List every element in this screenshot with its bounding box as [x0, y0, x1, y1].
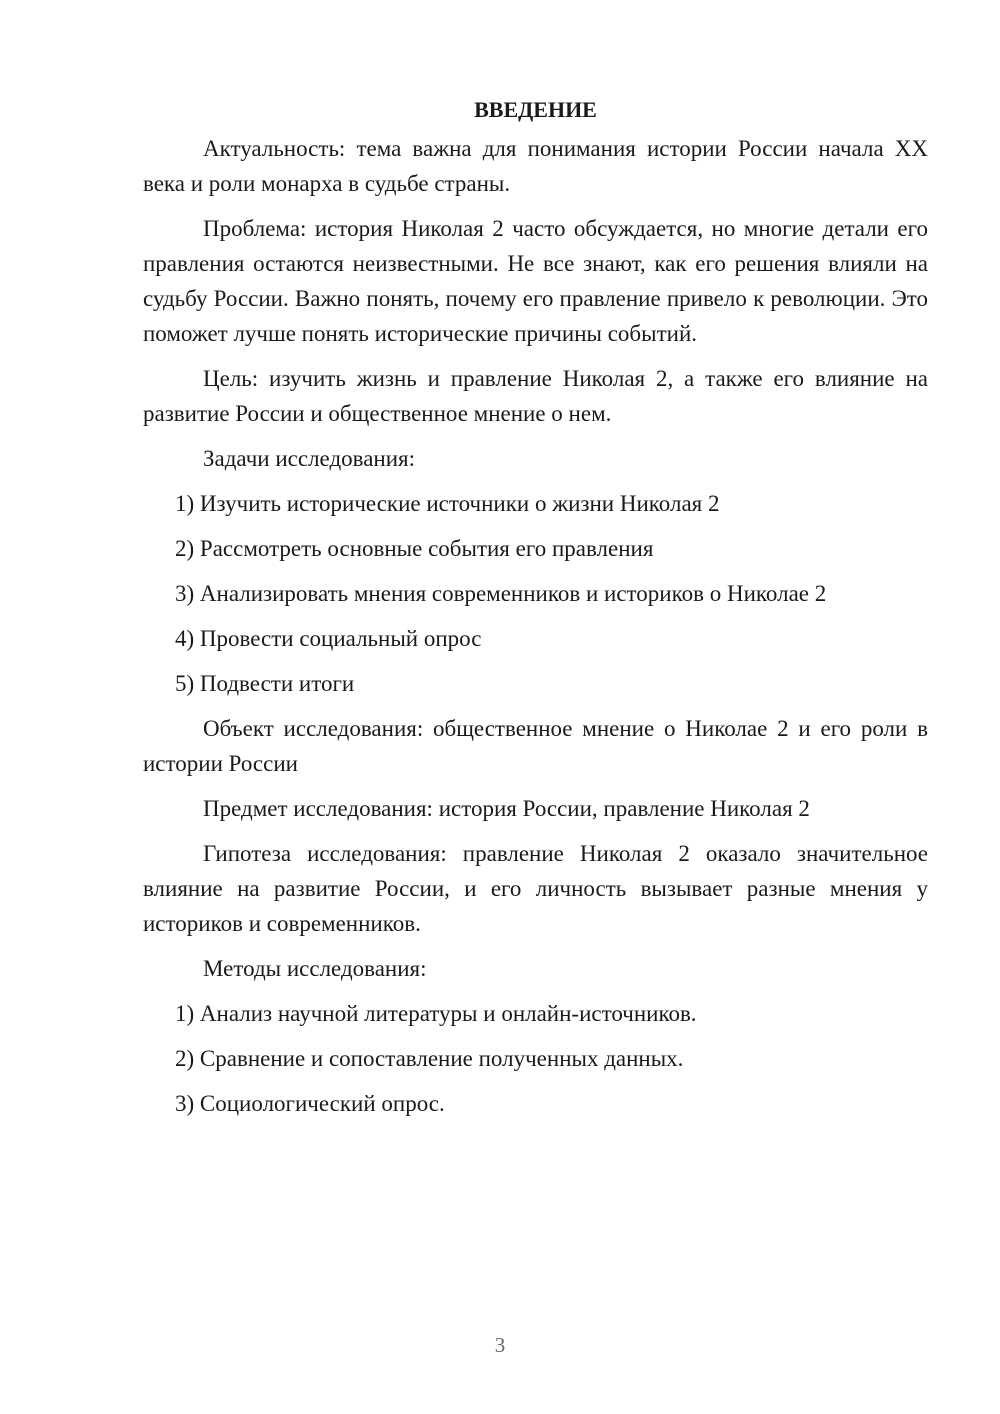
tasks-heading: Задачи исследования: — [203, 446, 416, 471]
document-body — [143, 92, 928, 1131]
methods-heading: Методы исследования: — [203, 956, 427, 981]
list-item: 1) Изучить исторические источники о жизни Николая 2 — [175, 491, 720, 516]
goal-paragraph: Цель: изучить жизнь и правление Николая 2, а также его влияние на развитие России и общественное мнение о нем. — [143, 366, 928, 426]
hypothesis-paragraph: Гипотеза исследования: правление Николая 2 оказало значительное влияние на развитие России, и его личность вызывает разные мнения у историков и современников. — [143, 841, 928, 936]
methods-list — [143, 996, 928, 1121]
list-item: 3) Анализировать мнения современников и историков о Николае 2 — [175, 581, 827, 606]
page-title: ВВЕДЕНИЕ — [474, 97, 597, 122]
tasks-list — [143, 486, 928, 701]
list-item: 1) Анализ научной литературы и онлайн-источников. — [175, 1001, 697, 1026]
page-number: 3 — [494, 1333, 506, 1357]
problem-paragraph: Проблема: история Николая 2 часто обсуждается, но многие детали его правления остаются неизвестными. Не все знают, как его решения влияли на судьбу России. Важно понять, почему его правление привело к революции. Это поможет лучше понять исторические причины событий. — [143, 216, 928, 346]
subject-paragraph: Предмет исследования: история России, правление Николая 2 — [203, 796, 810, 821]
list-item: 4) Провести социальный опрос — [175, 626, 482, 651]
relevance-paragraph: Актуальность: тема важна для понимания истории России начала XX века и роли монарха в судьбе страны. — [143, 136, 928, 196]
list-item: 5) Подвести итоги — [175, 671, 355, 696]
list-item: 2) Сравнение и сопоставление полученных данных. — [175, 1046, 684, 1071]
list-item: 3) Социологический опрос. — [175, 1091, 445, 1116]
list-item: 2) Рассмотреть основные события его правления — [175, 536, 654, 561]
object-paragraph: Объект исследования: общественное мнение о Николае 2 и его роли в истории России — [143, 716, 928, 776]
